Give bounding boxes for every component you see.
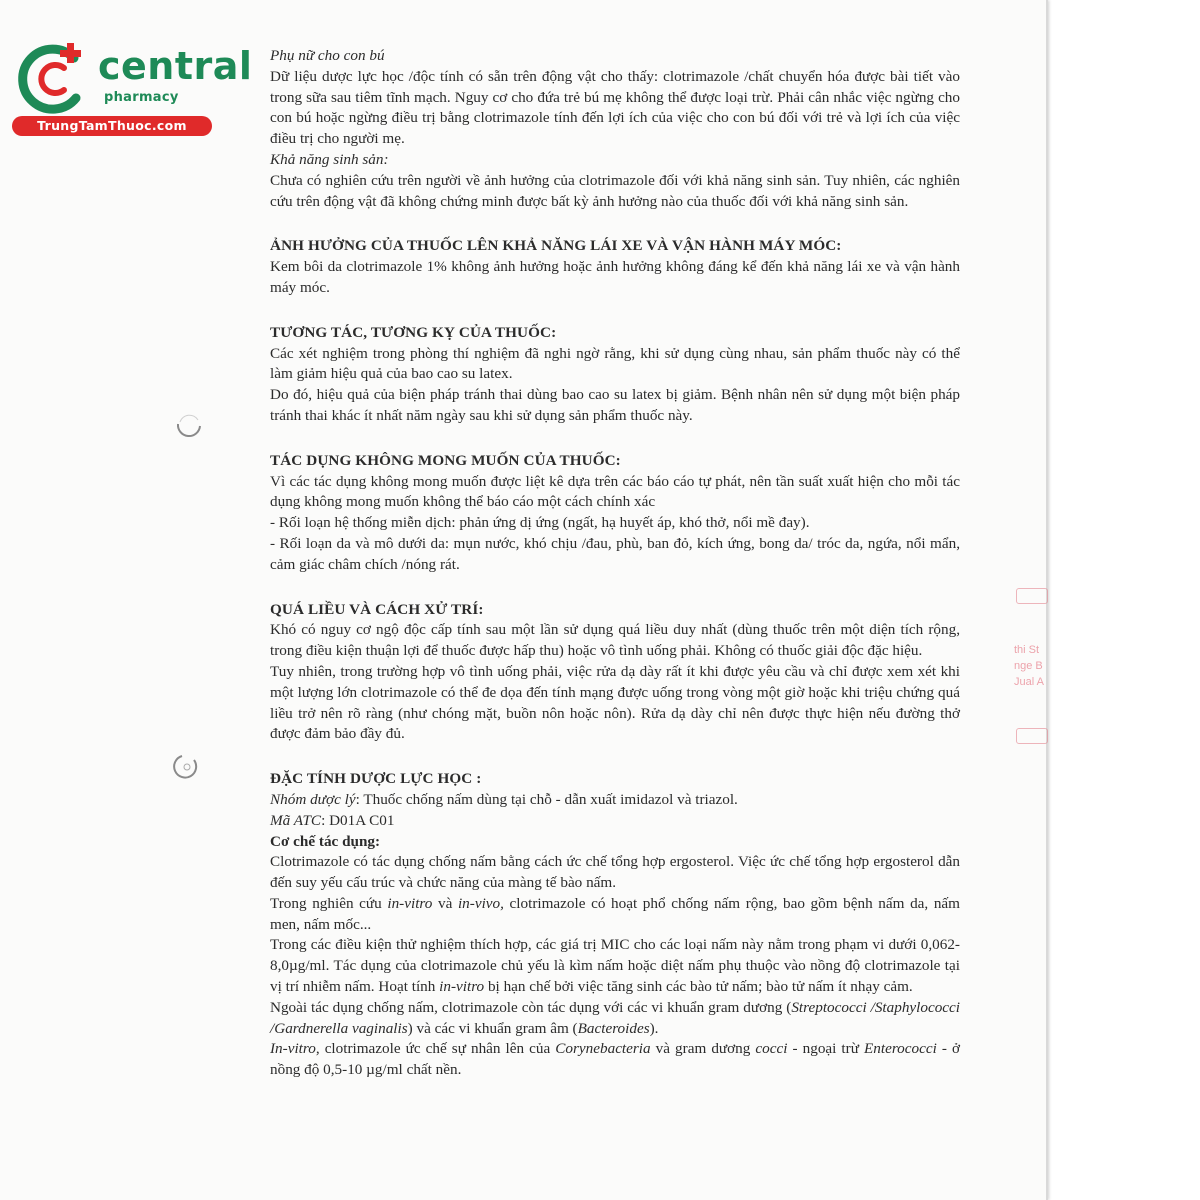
text: in-vitro xyxy=(387,894,433,912)
paragraph: Khó có nguy cơ ngộ độc cấp tính sau một lần sử dụng quá liều duy nhất (dùng thuốc trên một diện tích rộng, trong điều kiện thuận lợi để thuốc được hấp thu) hoặc vô tình uống phải. Không có thuốc giải độc đặc hiệu. xyxy=(270,621,960,660)
text: , clotrimazole ức chế sự nhân lên của xyxy=(315,1040,556,1058)
list-item: - Rối loạn hệ thống miễn dịch: phản ứng dị ứng (ngất, hạ huyết áp, khó thở, nổi mề đay). xyxy=(270,514,810,532)
pharmacy-cross-icon xyxy=(12,40,90,118)
paragraph: Clotrimazole có tác dụng chống nấm bằng cách ức chế tổng hợp ergosterol. Việc ức chế tổng hợp ergosterol dẫn đến suy yếu cấu trúc và chức năng của màng tế bào nấm. xyxy=(270,853,960,892)
paragraph: Kem bôi da clotrimazole 1% không ảnh hưởng hoặc ảnh hưởng không đáng kể đến khả năng lái xe và vận hành máy móc. xyxy=(270,258,960,296)
text: - ngoại trừ xyxy=(787,1040,864,1058)
list-item: - Rối loạn da và mô dưới da: mụn nước, khó chịu /đau, phù, ban đỏ, kích ứng, bong da/ tróc da, ngứa, nổi mẩn, cảm giác châm chích /nóng rát. xyxy=(270,534,960,573)
subheading-mechanism: Cơ chế tác dụng: xyxy=(270,832,381,850)
text: Streptococci /Staphylococci /Gardnerella vaginalis xyxy=(270,998,961,1037)
paragraph xyxy=(270,1039,960,1081)
text: cocci xyxy=(755,1040,788,1058)
text: In-vitro xyxy=(270,1040,316,1058)
paragraph: Các xét nghiệm trong phòng thí nghiệm đã nghi ngờ rằng, khi sử dụng cùng nhau, sản phẩm thuốc này có thể làm giảm hiệu quả của bao cao su latex. xyxy=(270,344,960,383)
text: Ngoài tác dụng chống nấm, clotrimazole còn tác dụng với các vi khuẩn gram dương ( xyxy=(270,998,792,1016)
value: : D01A C01 xyxy=(321,811,395,829)
punch-hole-icon xyxy=(172,752,202,782)
text: Trong các điều kiện thử nghiệm thích hợp, các giá trị MIC cho các loại nấm này nằm trong phạm vi dưới 0,062-8,0µg/ml. Tác dụng của clotrimazole chủ yếu là kìm nấm hoặc diệt nấm phụ thuộc vào nồng độ clotrimazole tại vị trí nhiễm nấm. Hoạt tính xyxy=(270,936,960,996)
text: và gram dương xyxy=(650,1040,756,1058)
text: Enterococci xyxy=(863,1040,937,1058)
text: clotrimazole có hoạt phổ chống nấm rộng, bao gồm bệnh nấm da, nấm men, nấm mốc... xyxy=(270,894,960,933)
punch-hole-icon xyxy=(174,410,204,440)
text: Trong nghiên cứu xyxy=(270,894,388,912)
label: Mã ATC xyxy=(270,811,322,829)
value: : Thuốc chống nấm dùng tại chỗ - dẫn xuất imidazol và triazol. xyxy=(355,790,738,808)
paragraph xyxy=(270,935,960,997)
section-title-fertility: Khả năng sinh sản: xyxy=(270,150,389,168)
text: bị hạn chế bởi việc tăng sinh các bào tử nấm; bào tử nấm ít nhạy cảm. xyxy=(484,978,913,996)
logo-website: TrungTamThuoc.com xyxy=(12,116,212,136)
text: - ở nồng độ 0,5-10 µg/ml chất nền. xyxy=(270,1040,960,1079)
section-title-breastfeeding: Phụ nữ cho con bú xyxy=(270,47,385,64)
heading-overdose: QUÁ LIỀU VÀ CÁCH XỬ TRÍ: xyxy=(270,600,484,618)
text: ) và các vi khuẩn gram âm ( xyxy=(407,1019,578,1037)
pharmacological-group xyxy=(270,790,960,811)
paragraph: Dữ liệu dược lực học /độc tính có sẵn trên động vật cho thấy: clotrimazole /chất chuyển hóa được bài tiết vào trong sữa sau tiêm tĩnh mạch. Nguy cơ cho đứa trẻ bú mẹ không thể được loại trừ. Phải cân nhắc việc ngừng cho con bú hoặc ngừng điều trị bằng clotrimazole tính đến lợi ích của việc cho con bú đối với trẻ và lợi ích của việc điều trị cho người mẹ. xyxy=(270,67,960,148)
paragraph: Vì các tác dụng không mong muốn được liệt kê dựa trên các báo cáo tự phát, nên tần suất xuất hiện cho mỗi tác dụng không mong muốn không thể báo cáo một cách chính xác xyxy=(270,472,960,511)
central-pharmacy-logo xyxy=(12,38,253,138)
text: Corynebacteria xyxy=(555,1040,651,1058)
text: Bacteroides xyxy=(577,1019,650,1037)
stamp-mark xyxy=(1016,728,1048,744)
paragraph: Tuy nhiên, trong trường hợp vô tình uống phải, việc rửa dạ dày rất ít khi được yêu cầu và chỉ được xem xét khi một lượng lớn clotrimazole có thể đe dọa đến tính mạng được uống trong vòng một giờ hoặc khi triệu chứng quá liều trở nên rõ ràng (như chóng mặt, buồn nôn hoặc nôn). Rửa dạ dày chỉ nên được thực hiện nếu đường thở được đảm bảo đầy đủ. xyxy=(270,662,960,743)
paragraph xyxy=(270,998,960,1040)
heading-side-effects: TÁC DỤNG KHÔNG MONG MUỐN CỦA THUỐC: xyxy=(270,451,621,469)
paragraph xyxy=(270,894,960,936)
logo-name: central xyxy=(98,44,253,88)
paragraph: Chưa có nghiên cứu trên người về ảnh hưởng của clotrimazole đối với khả năng sinh sản. Tuy nhiên, các nghiên cứu trên động vật đã không chứng minh được bất kỳ ảnh hưởng nào của thuốc đối với khả năng sinh sản. xyxy=(270,171,960,210)
heading-pharmacodynamics: ĐẶC TÍNH DƯỢC LỰC HỌC : xyxy=(270,770,482,788)
side-stamp xyxy=(1012,588,1052,758)
text: ). xyxy=(649,1019,659,1037)
heading-driving: ẢNH HƯỞNG CỦA THUỐC LÊN KHẢ NĂNG LÁI XE VÀ VẬN HÀNH MÁY MÓC: xyxy=(270,237,842,255)
label: Nhóm dược lý xyxy=(270,790,356,808)
text: in-vivo, xyxy=(457,894,504,912)
text: in-vitro xyxy=(439,978,485,996)
atc-code xyxy=(270,811,960,832)
stamp-text: thi St xyxy=(1014,644,1040,656)
document-body xyxy=(270,46,960,1081)
stamp-mark xyxy=(1016,588,1048,604)
heading-interactions: TƯƠNG TÁC, TƯƠNG KỴ CỦA THUỐC: xyxy=(270,323,557,341)
text: và xyxy=(432,894,458,912)
logo-subtitle: pharmacy xyxy=(104,90,179,105)
stamp-text: nge B xyxy=(1014,660,1043,672)
stamp-text: Jual A xyxy=(1014,676,1044,688)
paragraph: Do đó, hiệu quả của biện pháp tránh thai dùng bao cao su latex bị giảm. Bệnh nhân nên sử dụng một biện pháp tránh thai khác ít nhất năm ngày sau khi sử dụng sản phẩm thuốc này. xyxy=(270,386,960,424)
